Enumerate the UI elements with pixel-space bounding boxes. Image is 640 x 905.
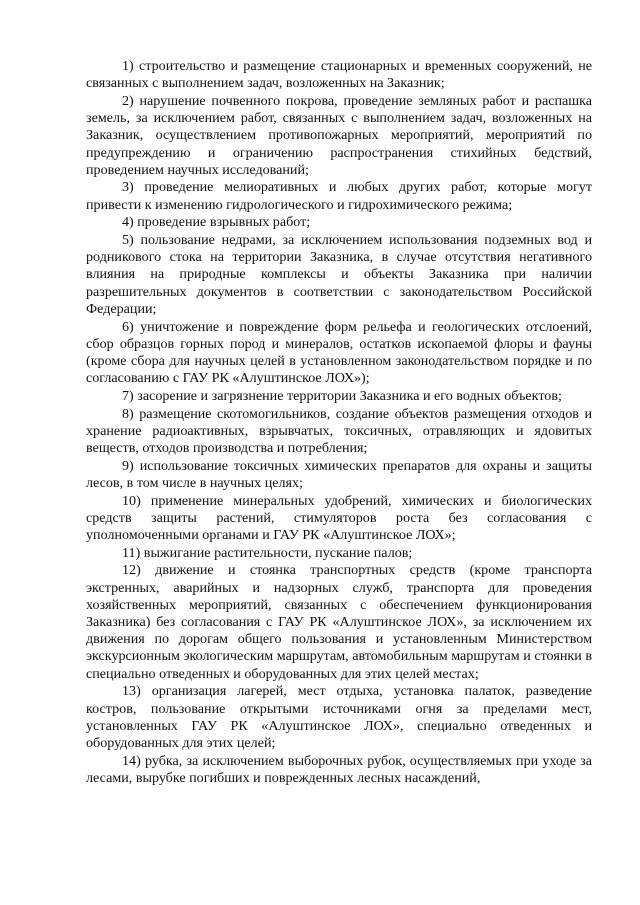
list-item: 9) использование токсичных химических препаратов для охраны и защиты лесов, в том числе в научных целях;	[86, 457, 592, 491]
list-item: 14) рубка, за исключением выборочных рубок, осуществляемых при уходе за лесами, вырубке погибших и поврежденных лесных насаждений,	[86, 752, 592, 786]
list-item: 2) нарушение почвенного покрова, проведение земляных работ и распашка земель, за исключением работ, связанных с выполнением задач, возложенных на Заказник, осуществлением противопожарных мероприятий, мероприятий по предупреждению и ограничению распространения стихийных бедствий, проведением научных исследований;	[86, 92, 592, 178]
list-item: 11) выжигание растительности, пускание палов;	[122, 544, 413, 561]
list-item: 10) применение минеральных удобрений, химических и биологических средств защиты растений, стимуляторов роста без согласования с уполномоченными органами и ГАУ РК «Алуштинское ЛОХ»;	[86, 492, 592, 543]
list-item: 1) строительство и размещение стационарных и временных сооружений, не связанных с выполнением задач, возложенных на Заказник;	[86, 58, 592, 92]
list-item: 4) проведение взрывных работ;	[122, 214, 311, 231]
list-item: 7) засорение и загрязнение территории Заказника и его водных объектов;	[122, 387, 562, 404]
document-page	[86, 58, 592, 788]
list-item: 8) размещение скотомогильников, создание объектов размещения отходов и хранение радиоактивных, взрывчатых, токсичных, отравляющих и ядовитых веществ, отходов производства и потребления;	[86, 405, 592, 456]
list-item: 3) проведение мелиоративных и любых других работ, которые могут привести к изменению гидрологического и гидрохимического режима;	[86, 179, 592, 213]
list-item: 6) уничтожение и повреждение форм рельефа и геологических отслоений, сбор образцов горных пород и минералов, остатков ископаемой флоры и фауны (кроме сбора для научных целей в установленном законодательством порядке и по согласованию с ГАУ РК «Алуштинское ЛОХ»);	[86, 318, 592, 387]
list-item: 12) движение и стоянка транспортных средств (кроме транспорта экстренных, аварийных и надзорных служб, транспорта для проведения хозяйственных мероприятий, связанных с обеспечением функционирования Заказника) без согласования с ГАУ РК «Алуштинское ЛОХ», за исключением их движения по дорогам общего пользования и установленным Министерством экскурсионным экологическим маршрутам, автомобильным маршрутам и стоянки в специально отведенных и оборудованных для этих целей местах;	[86, 562, 592, 682]
list-item: 5) пользование недрами, за исключением использования подземных вод и родникового стока на территории Заказника, в случае отсутствия негативного влияния на природные комплексы и объекты Заказника при наличии разрешительных документов в соответствии с законодательством Российской Федерации;	[86, 232, 592, 317]
list-item: 13) организация лагерей, мест отдыха, установка палаток, разведение костров, пользование открытыми источниками огня за пределами мест, установленных ГАУ РК «Алуштинское ЛОХ», специально отведенных и оборудованных для этих целей;	[86, 683, 592, 751]
